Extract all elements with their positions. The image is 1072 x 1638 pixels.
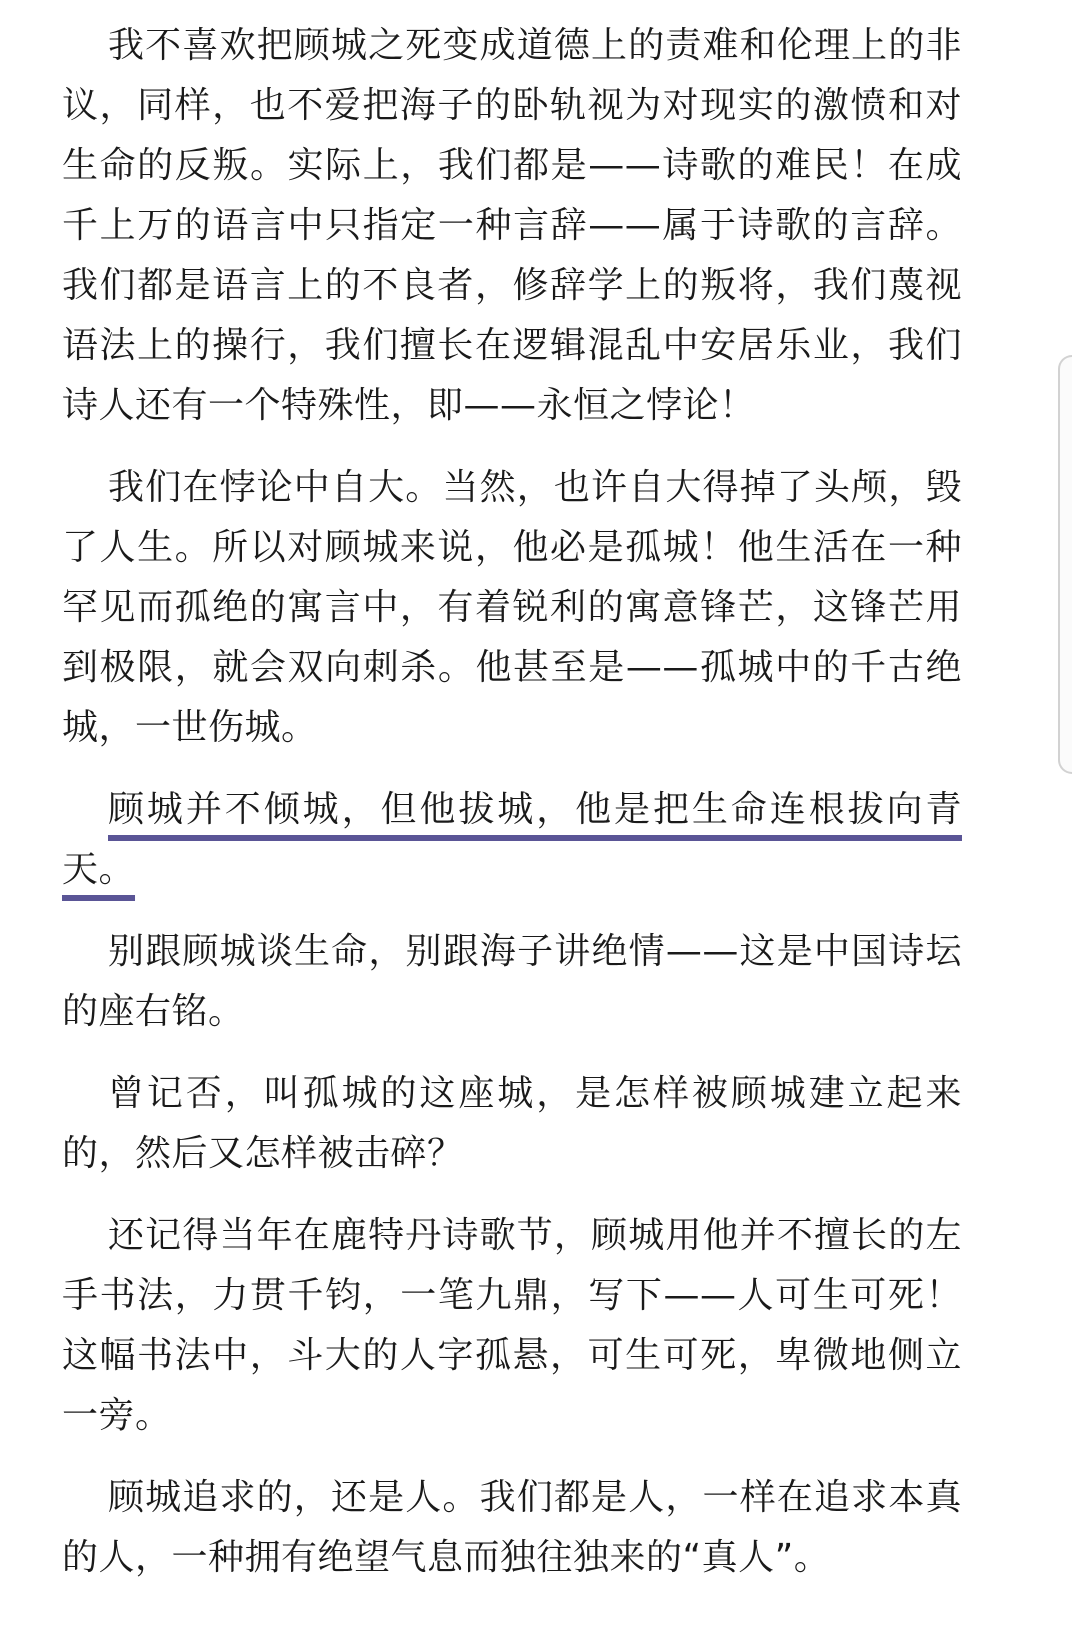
paragraph: 顾城追求的，还是人。我们都是人，一样在追求本真的人，一种拥有绝望气息而独往独来的“真人”。 bbox=[62, 1477, 962, 1578]
paragraph: 别跟顾城谈生命，别跟海子讲绝情——这是中国诗坛的座右铭。 bbox=[62, 931, 962, 1032]
edge-panel-handle[interactable] bbox=[1058, 355, 1072, 774]
paragraph: 我们在悖论中自大。当然，也许自大得掉了头颅，毁了人生。所以对顾城来说，他必是孤城！他生活在一种罕见而孤绝的寓言中，有着锐利的寓意锋芒，这锋芒用到极限，就会双向刺杀。他甚至是——孤城中的千古绝城，一世伤城。 bbox=[62, 467, 962, 748]
paragraph: 我不喜欢把顾城之死变成道德上的责难和伦理上的非议，同样，也不爱把海子的卧轨视为对现实的激愤和对生命的反叛。实际上，我们都是——诗歌的难民！在成千上万的语言中只指定一种言辞——属于诗歌的言辞。我们都是语言上的不良者，修辞学上的叛将，我们蔑视语法上的操行，我们擅长在逻辑混乱中安居乐业，我们诗人还有一个特殊性，即——永恒之悖论！ bbox=[62, 25, 962, 426]
paragraph: 还记得当年在鹿特丹诗歌节，顾城用他并不擅长的左手书法，力贯千钧，一笔九鼎，写下——人可生可死！这幅书法中，斗大的人字孤悬，可生可死，卑微地侧立一旁。 bbox=[62, 1215, 962, 1436]
article-body bbox=[62, 16, 962, 1610]
paragraph: 曾记否，叫孤城的这座城，是怎样被顾城建立起来的，然后又怎样被击碎？ bbox=[62, 1073, 962, 1174]
highlighted-paragraph: 顾城并不倾城，但他拔城，他是把生命连根拔向青天。 bbox=[62, 789, 962, 890]
